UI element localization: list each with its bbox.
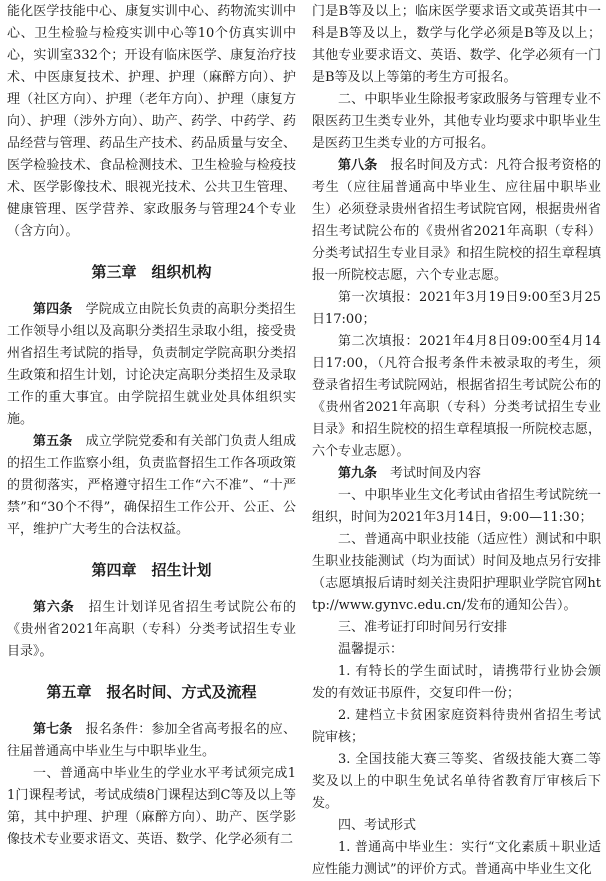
chapter-5-heading: 第五章 报名时间、方式及流程 bbox=[46, 683, 257, 701]
article-5-text: 成立学院党委和有关部门负责人组成的招生工作监察小组，负责监督招生工作各项政策的贯彻落实，严格遵守招生工作“六不准”、“十严禁”和“30个不得”，确保招生工作公开、公正、公平，维护广大考生的合法权益。 bbox=[7, 434, 296, 537]
right-column bbox=[312, 1, 601, 881]
article-6-text: 招生计划详见省招生考试院公布的《贵州省2021年高职（专科）分类考试招生专业目录》。 bbox=[7, 600, 296, 659]
tips-heading: 温馨提示： bbox=[338, 642, 404, 657]
article-4-text: 学院成立由院长负责的高职分类招生工作领导小组以及高职分类招生录取小组，接受贵州省招生考试院的指导，负责制定学院高职分类招生政策和招生计划，讨论决定高职分类招生及录取工作的重大事宜。由学院招生就业处具体组织实施。 bbox=[7, 302, 296, 427]
second-filling-period: 第二次填报：2021年4月8日09:00至4月14日17:00，（凡符合报考条件未被录取的考生，须登录省招生考试院网站，根据省招生考试院公布的《贵州省2021年高职（专科）分类考试招生专业目录》和招生院校的招生章程填报一所院校志愿，六个专业志愿）。 bbox=[312, 334, 601, 459]
exam-item-1: 一、中职毕业生文化考试由省招生考试院统一组织，时间为2021年3月14日，9:00—11:30； bbox=[312, 488, 601, 525]
article-5-label: 第五条 bbox=[33, 434, 73, 449]
article-7-text: 报名条件：参加全省高考报名的应、往届普通高中毕业生与中职毕业生。 bbox=[7, 722, 296, 759]
article-5 bbox=[7, 431, 296, 541]
article-8 bbox=[312, 155, 601, 287]
article-6-label: 第六条 bbox=[33, 600, 75, 615]
article-9-text: 考试时间及内容 bbox=[390, 466, 482, 481]
article-7-item-1-continued: 门是B等及以上；临床医学要求语文或英语其中一科是B等及以上，数学与化学必须是B等及以上；其他专业要求语文、英语、数学、化学必须有一门是B等及以上等第的考生方可报名。 bbox=[312, 4, 601, 85]
left-column bbox=[7, 1, 296, 851]
exam-form-heading: 四、考试形式 bbox=[338, 818, 417, 833]
article-7-item-1: 一、普通高中毕业生的学业水平考试须完成11门课程考试，考试成绩8门课程达到C等及以上等第，其中护理、护理（麻醉方向）、助产、医学影像技术专业要求语文、英语、数学、化学必须有二 bbox=[7, 766, 296, 847]
article-9 bbox=[312, 463, 601, 485]
chapter-4-heading: 第四章 招生计划 bbox=[91, 561, 212, 579]
article-4 bbox=[7, 299, 296, 431]
tip-1: 1. 有特长的学生面试时，请携带行业协会颁发的有效证书原件，交复印件一份； bbox=[312, 664, 601, 701]
first-filling-period: 第一次填报：2021年3月19日9:00至3月25日17:00； bbox=[312, 290, 601, 327]
tip-2: 2. 建档立卡贫困家庭资料待贵州省招生考试院审核； bbox=[312, 708, 601, 745]
exam-item-3: 三、准考证打印时间另行安排 bbox=[338, 620, 508, 635]
article-7 bbox=[7, 719, 296, 763]
school-intro-paragraph: 能化医学技能中心、康复实训中心、药物流实训中心、卫生检验与检疫实训中心等10个仿真实训中心，实训室332个；开设有临床医学、康复治疗技术、中医康复技术、护理、护理（麻醉方向）、护理（社区方向）、护理（老年方向）、护理（康复方向）、护理（涉外方向）、助产、药学、中药学、药品经营与管理、药品生产技术、药品质量与安全、医学检验技术、食品检测技术、卫生检验与检疫技术、医学影像技术、眼视光技术、公共卫生管理、健康管理、医学营养、家政服务与管理24个专业（含方向）。 bbox=[7, 4, 296, 239]
article-8-text: 报名时间及方式：凡符合报考资格的考生（应往届普通高中毕业生、应往届中职毕业生）必须登录贵州省招生考试院官网，根据贵州省招生考试院公布的《贵州省2021年高职（专科）分类考试招生专业目录》和招生院校的招生章程填报一所院校志愿，六个专业志愿。 bbox=[312, 158, 601, 283]
article-7-item-2: 二、中职毕业生除报考家政服务与管理专业不限医药卫生类专业外，其他专业均要求中职毕业生是医药卫生类专业的方可报名。 bbox=[312, 92, 601, 151]
tip-3: 3. 全国技能大赛三等奖、省级技能大赛二等奖及以上的中职生免试名单待省教育厅审核后下发。 bbox=[312, 752, 601, 811]
article-9-label: 第九条 bbox=[338, 466, 378, 481]
article-6 bbox=[7, 597, 296, 663]
exam-item-2: 二、普通高中职业技能（适应性）测试和中职生职业技能测试（均为面试）时间及地点另行安排（志愿填报后请时刻关注贵阳护理职业学院官网http://www.gynvc.edu.cn/发布的通知公告）。 bbox=[312, 532, 601, 613]
article-4-label: 第四条 bbox=[33, 302, 73, 317]
exam-form-item-1: 1. 普通高中毕业生：实行“文化素质＋职业适应性能力测试”的评价方式。普通高中毕业生文化 bbox=[312, 840, 601, 877]
article-7-label: 第七条 bbox=[33, 722, 73, 737]
chapter-3-heading: 第三章 组织机构 bbox=[91, 263, 212, 281]
article-8-label: 第八条 bbox=[338, 158, 378, 173]
